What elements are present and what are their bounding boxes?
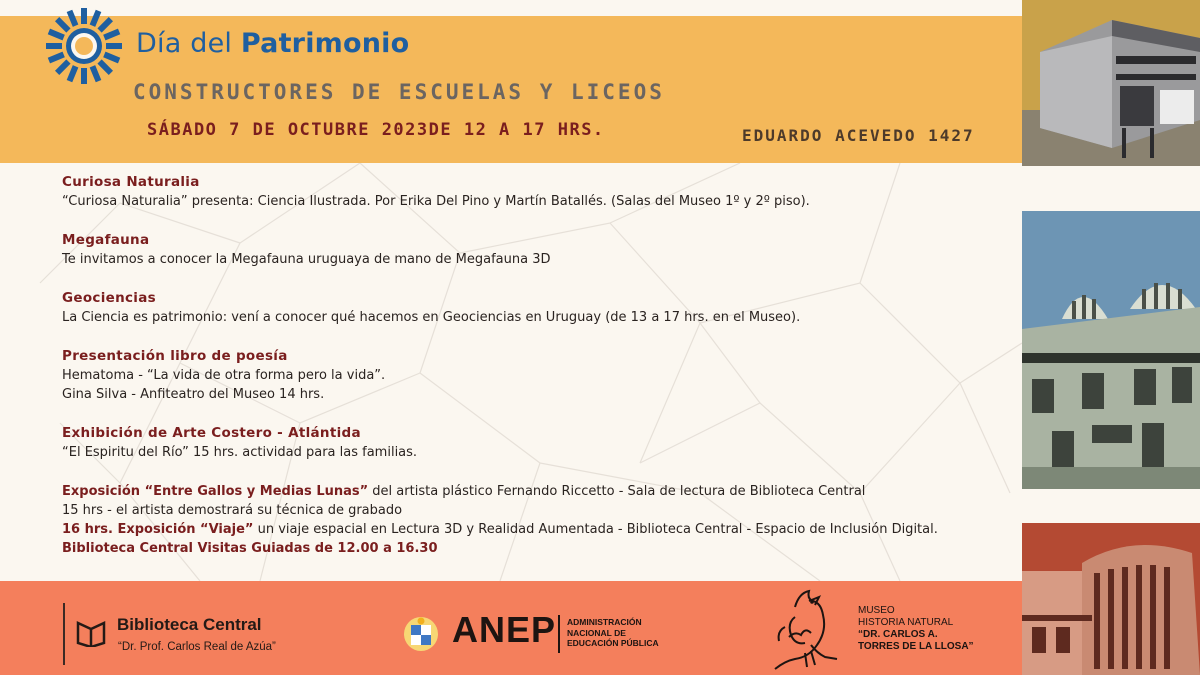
red-building-image bbox=[1022, 523, 1200, 675]
bird-logo-icon bbox=[765, 587, 845, 673]
event-exposiciones bbox=[62, 482, 1022, 558]
expo2-line bbox=[62, 520, 1022, 539]
museo-line: TORRES DE LA LLOSA” bbox=[858, 641, 974, 652]
sun-logo-icon bbox=[44, 6, 124, 86]
page-subtitle: CONSTRUCTORES DE ESCUELAS Y LICEOS bbox=[133, 80, 665, 104]
event-title: Geociencias bbox=[62, 290, 156, 306]
museo-text bbox=[858, 605, 974, 653]
museo-line: MUSEO bbox=[858, 605, 895, 616]
anep-desc-line: EDUCACIÓN PÚBLICA bbox=[567, 638, 659, 648]
event-description: Gina Silva - Anfiteatro del Museo 14 hrs. bbox=[62, 387, 325, 402]
event-title: Exhibición de Arte Costero - Atlántida bbox=[62, 425, 361, 441]
event-title: Megafauna bbox=[62, 232, 150, 248]
event-description: La Ciencia es patrimonio: vení a conocer qué hacemos en Geociencias en Uruguay (de 13 a 17 hrs. en el Museo). bbox=[62, 310, 801, 325]
brand-mid: del bbox=[190, 28, 233, 59]
event-title: Curiosa Naturalia bbox=[62, 174, 200, 190]
museo-line: HISTORIA NATURAL bbox=[858, 617, 954, 628]
expo1-title: Exposición “Entre Gallos y Medias Lunas” bbox=[62, 484, 369, 499]
brand-prefix: Día bbox=[136, 28, 182, 59]
expo1-detail: del artista plástico Fernando Riccetto - Sala de lectura de Biblioteca Central bbox=[368, 484, 866, 499]
event-address: EDUARDO ACEVEDO 1427 bbox=[742, 126, 975, 145]
expo1-line bbox=[62, 482, 1022, 501]
expo2-title: 16 hrs. Exposición “Viaje” bbox=[62, 522, 254, 537]
event-geociencias bbox=[62, 289, 1022, 327]
event-description: “El Espiritu del Río” 15 hrs. actividad para las familias. bbox=[62, 445, 418, 460]
anep-desc-line: NACIONAL DE bbox=[567, 627, 626, 638]
footer-banner bbox=[0, 581, 1022, 675]
museo-line: “DR. CARLOS A. bbox=[858, 629, 938, 640]
biblioteca-divider bbox=[63, 603, 65, 665]
event-arte-costero bbox=[62, 424, 1022, 462]
event-description: Hematoma - “La vida de otra forma pero la vida”. bbox=[62, 368, 386, 383]
event-megafauna bbox=[62, 231, 1022, 269]
anep-divider bbox=[558, 615, 560, 653]
biblioteca-title: Biblioteca Central bbox=[117, 615, 262, 634]
biblioteca-subtitle: “Dr. Prof. Carlos Real de Azúa” bbox=[118, 641, 276, 653]
event-poesia bbox=[62, 347, 1022, 404]
expo2-detail: un viaje espacial en Lectura 3D y Realidad Aumentada - Biblioteca Central - Espacio de Inclusión Digital. bbox=[253, 522, 938, 537]
anep-desc-line: ADMINISTRACIÓN bbox=[567, 617, 642, 627]
event-description: Te invitamos a conocer la Megafauna uruguaya de mano de Megafauna 3D bbox=[62, 252, 551, 267]
modernist-building-image bbox=[1022, 0, 1200, 166]
event-title: Presentación libro de poesía bbox=[62, 348, 288, 364]
anep-logo-text: ANEP bbox=[452, 609, 557, 650]
uruguay-shield-icon bbox=[402, 615, 440, 653]
expo1-line2: 15 hrs - el artista demostrará su técnica de grabado bbox=[62, 503, 403, 518]
event-description: “Curiosa Naturalia” presenta: Ciencia Ilustrada. Por Erika Del Pino y Martín Batallés. (Salas del Museo 1º y 2º piso). bbox=[62, 194, 810, 209]
visits-line: Biblioteca Central Visitas Guiadas de 12.00 a 16.30 bbox=[62, 541, 438, 556]
event-date: SÁBADO 7 DE OCTUBRE 2023DE 12 A 17 HRS. bbox=[147, 120, 605, 140]
anep-description bbox=[567, 617, 659, 649]
brand-title bbox=[136, 28, 409, 59]
events-list bbox=[62, 173, 1022, 558]
header-top-strip bbox=[0, 0, 1022, 16]
domed-building-image bbox=[1022, 211, 1200, 489]
event-curiosa bbox=[62, 173, 1022, 211]
book-icon bbox=[76, 619, 106, 647]
brand-main: Patrimonio bbox=[240, 28, 410, 59]
